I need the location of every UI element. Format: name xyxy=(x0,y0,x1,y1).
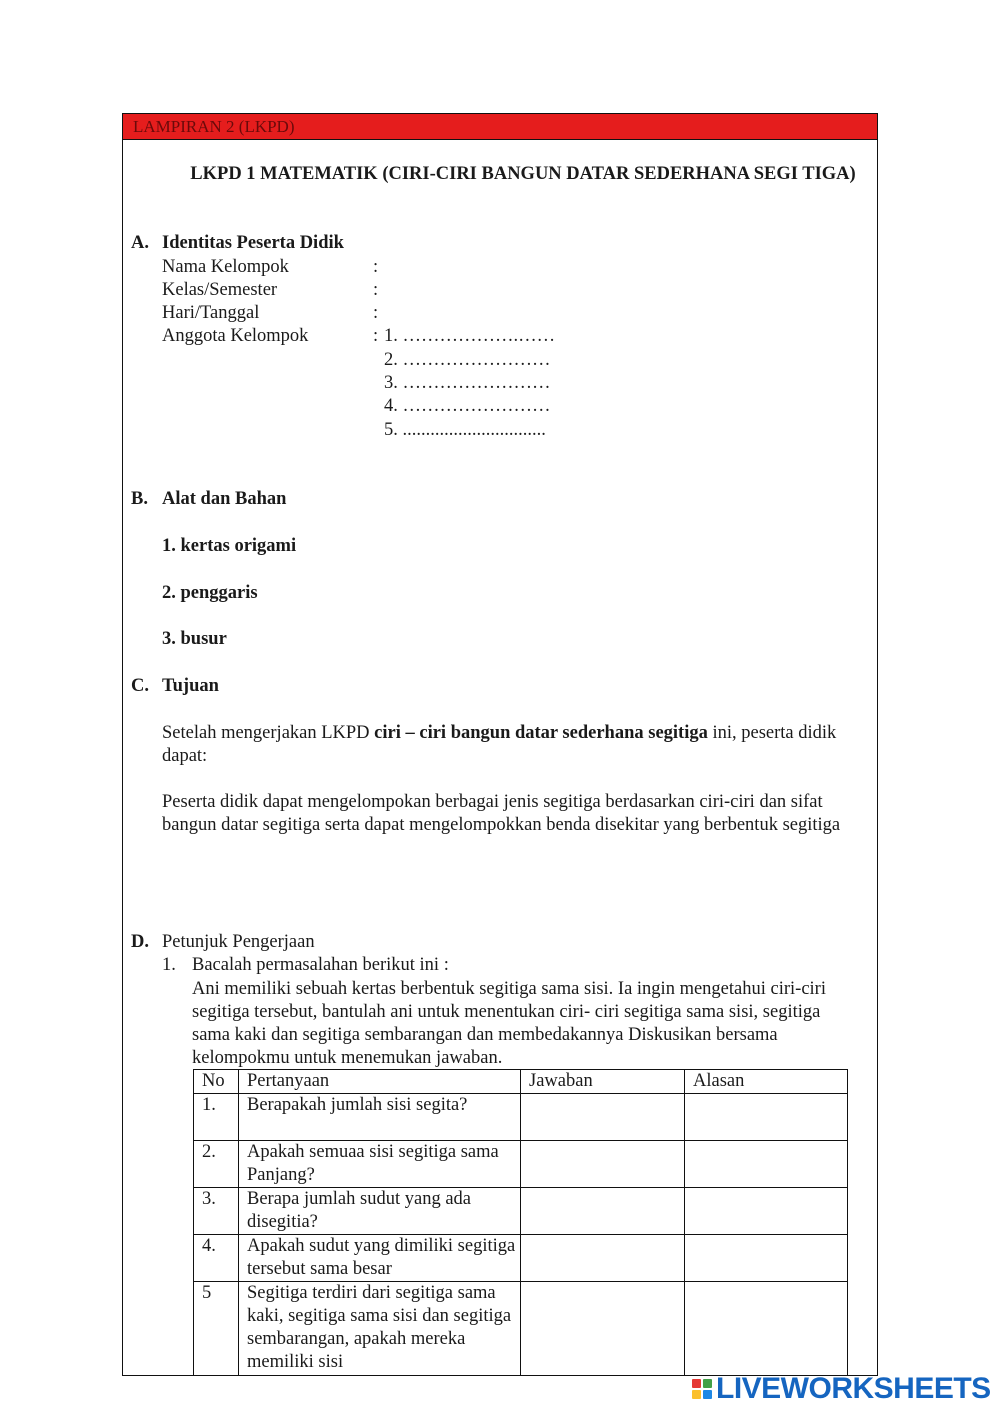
table-row xyxy=(194,1141,848,1188)
field-label-members: Anggota Kelompok xyxy=(162,326,309,346)
logo-square xyxy=(703,1379,712,1388)
member-line-5[interactable]: 5. ............................... xyxy=(384,420,546,440)
answer-cell[interactable] xyxy=(521,1282,685,1376)
section-b-letter: B. xyxy=(131,489,148,509)
row-question: Berapa jumlah sudut yang ada disegitia? xyxy=(239,1188,521,1235)
member-line-1[interactable]: 1. ……………….…… xyxy=(384,326,556,346)
field-sep: : xyxy=(373,303,379,323)
field-label-date: Hari/Tanggal xyxy=(162,303,260,323)
field-sep: : xyxy=(373,326,379,346)
logo-square xyxy=(692,1379,701,1388)
logo-squares-icon xyxy=(692,1379,712,1399)
field-sep: : xyxy=(373,257,379,277)
objective-intro-topic: ciri – ciri bangun datar sederhana segitiga xyxy=(374,723,708,743)
objective-intro xyxy=(162,722,862,768)
section-c-heading: Tujuan xyxy=(162,676,219,696)
worksheet-frame xyxy=(122,113,878,1376)
row-no: 5 xyxy=(194,1282,239,1376)
liveworksheets-logo xyxy=(692,1374,991,1404)
logo-square xyxy=(703,1390,712,1399)
step-number: 1. xyxy=(162,955,176,975)
row-question: Apakah semuaa sisi segitiga sama Panjang? xyxy=(239,1141,521,1188)
section-d-letter: D. xyxy=(131,932,149,952)
worksheet-title: LKPD 1 MATEMATIK (CIRI-CIRI BANGUN DATAR SEDERHANA SEGI TIGA) xyxy=(190,164,856,184)
logo-square xyxy=(692,1390,701,1399)
table-row xyxy=(194,1188,848,1235)
member-line-3[interactable]: 3. …………………… xyxy=(384,373,551,393)
logo-text: LIVEWORKSHEETS xyxy=(716,1372,991,1405)
row-no: 4. xyxy=(194,1235,239,1282)
section-b-heading: Alat dan Bahan xyxy=(162,489,287,509)
table-row xyxy=(194,1094,848,1141)
appendix-header: LAMPIRAN 2 (LKPD) xyxy=(123,114,877,140)
reason-cell[interactable] xyxy=(685,1141,848,1188)
question-table xyxy=(193,1069,848,1376)
section-a-letter: A. xyxy=(131,233,149,253)
header-no: No xyxy=(194,1070,239,1094)
reason-cell[interactable] xyxy=(685,1188,848,1235)
member-line-2[interactable]: 2. …………………… xyxy=(384,350,551,370)
material-item: 2. penggaris xyxy=(162,583,258,603)
header-question: Pertanyaan xyxy=(239,1070,521,1094)
table-row xyxy=(194,1282,848,1376)
problem-text: Ani memiliki sebuah kertas berbentuk segitiga sama sisi. Ia ingin mengetahui ciri-ciri segitiga tersebut, bantulah ani untuk menentukan ciri- ciri segitiga sama sisi, segitiga sama kaki dan segitiga sembarangan dan membedakannya Diskusikan bersama kelompokmu untuk menemukan jawaban. xyxy=(192,979,826,1068)
row-question: Segitiga terdiri dari segitiga sama kaki, segitiga sama sisi dan segitiga sembarangan, apakah mereka memiliki sisi xyxy=(239,1282,521,1376)
reason-cell[interactable] xyxy=(685,1094,848,1141)
step-text: Bacalah permasalahan berikut ini : xyxy=(192,955,449,975)
table-row xyxy=(194,1235,848,1282)
field-label-class: Kelas/Semester xyxy=(162,280,278,300)
row-no: 3. xyxy=(194,1188,239,1235)
answer-cell[interactable] xyxy=(521,1188,685,1235)
row-question: Berapakah jumlah sisi segita? xyxy=(239,1094,521,1141)
field-sep: : xyxy=(373,280,379,300)
reason-cell[interactable] xyxy=(685,1235,848,1282)
section-a-heading: Identitas Peserta Didik xyxy=(162,233,344,253)
objective-intro-post: ini, peserta didik dapat: xyxy=(162,723,837,766)
table-header-row xyxy=(194,1070,848,1094)
header-reason: Alasan xyxy=(685,1070,848,1094)
answer-cell[interactable] xyxy=(521,1141,685,1188)
objective-intro-pre: Setelah mengerjakan LKPD xyxy=(162,723,375,743)
objective-text: Peserta didik dapat mengelompokan berbagai jenis segitiga berdasarkan ciri-ciri dan sifat bangun datar segitiga serta dapat mengelompokkan benda disekitar yang berbentuk segitiga xyxy=(162,792,841,835)
member-line-4[interactable]: 4. …………………… xyxy=(384,396,551,416)
field-label-group-name: Nama Kelompok xyxy=(162,257,289,277)
section-c-letter: C. xyxy=(131,676,149,696)
answer-cell[interactable] xyxy=(521,1235,685,1282)
header-answer: Jawaban xyxy=(521,1070,685,1094)
row-no: 2. xyxy=(194,1141,239,1188)
reason-cell[interactable] xyxy=(685,1282,848,1376)
row-question: Apakah sudut yang dimiliki segitiga tersebut sama besar xyxy=(239,1235,521,1282)
material-item: 1. kertas origami xyxy=(162,536,297,556)
section-d-heading: Petunjuk Pengerjaan xyxy=(162,932,315,952)
answer-cell[interactable] xyxy=(521,1094,685,1141)
row-no: 1. xyxy=(194,1094,239,1141)
material-item: 3. busur xyxy=(162,629,227,649)
